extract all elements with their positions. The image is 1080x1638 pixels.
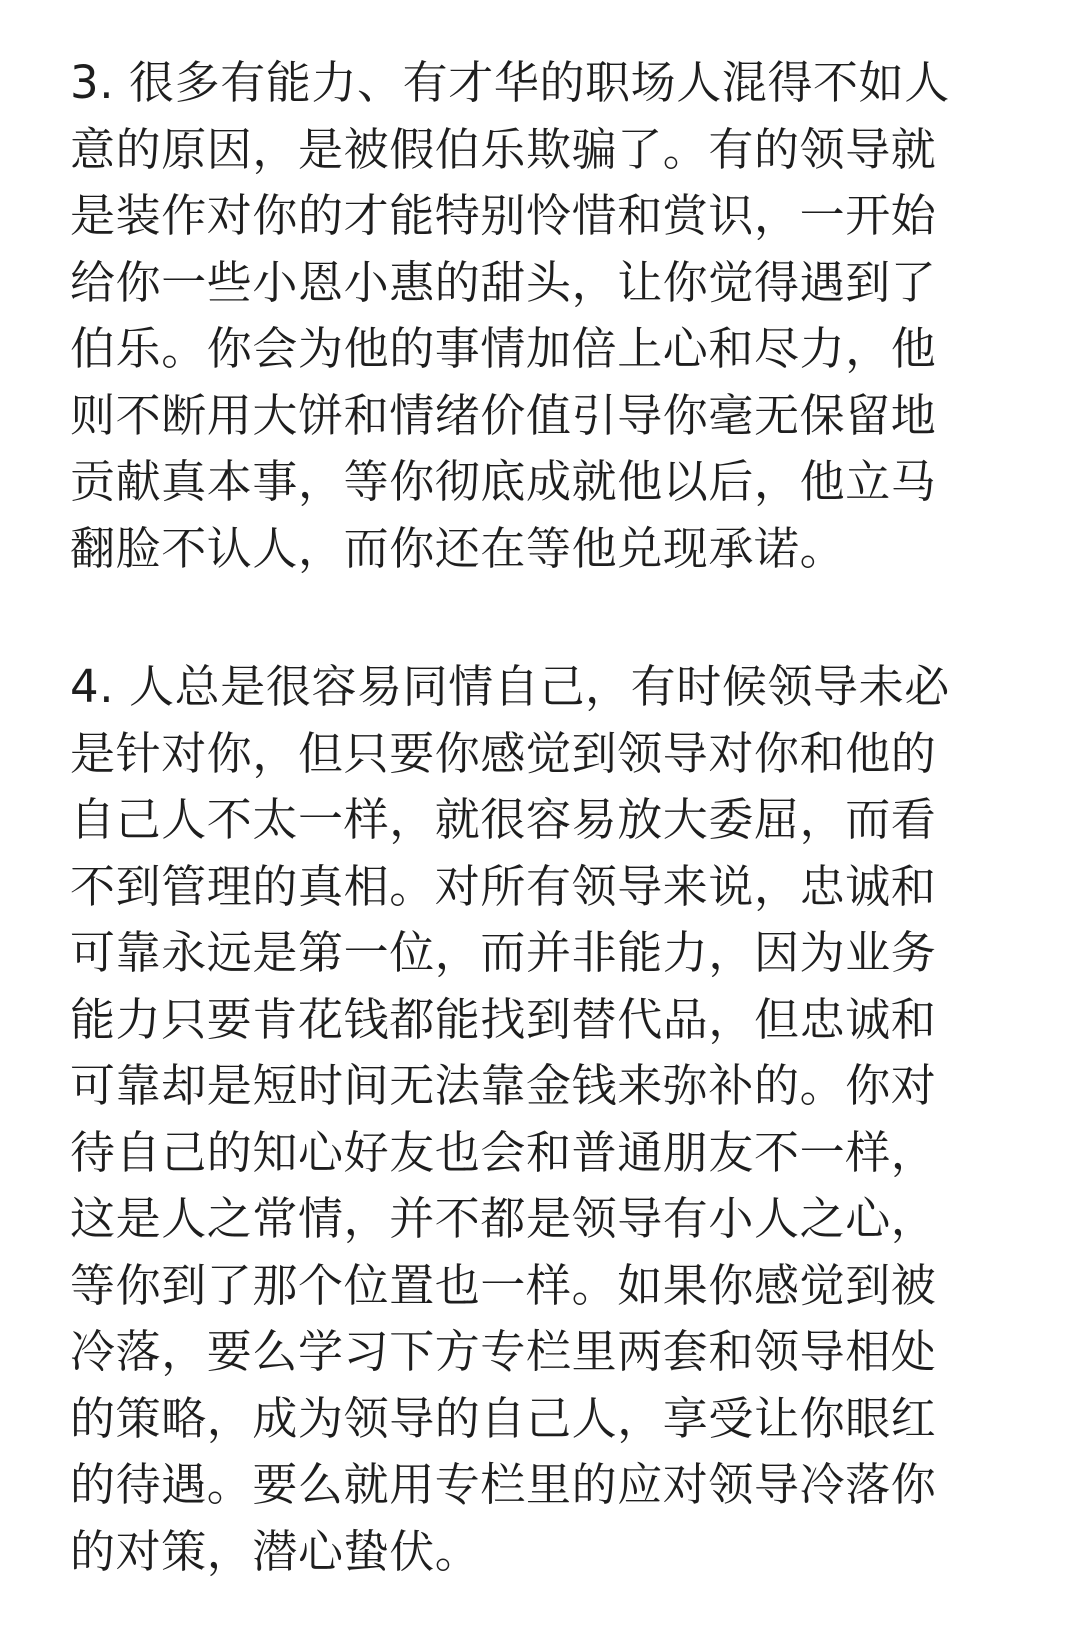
text-line: 冷落，要么学习下方专栏里两套和领导相处: [70, 1325, 937, 1378]
text-line: 自己人不太一样，就很容易放大委屈，而看: [70, 793, 937, 846]
paragraph-4: [70, 654, 1010, 1585]
text-line: 的策略，成为领导的自己人，享受让你眼红: [70, 1391, 937, 1445]
text-line: 是装作对你的才能特别怜惜和赏识，一开始: [70, 189, 937, 242]
text-line: 可靠永远是第一位，而并非能力，因为业务: [70, 926, 937, 979]
text-line: 翻脸不认人，而你还在等他兑现承诺。: [70, 521, 846, 575]
paragraph-gap: [70, 582, 1010, 654]
text-line: 伯乐。你会为他的事情加倍上心和尽力，他: [70, 322, 937, 375]
text-line: 等你到了那个位置也一样。如果你感觉到被: [70, 1258, 937, 1312]
text-line: 可靠却是短时间无法靠金钱来弥补的。你对: [70, 1059, 937, 1112]
text-line: 给你一些小恩小惠的甜头，让你觉得遇到了: [70, 255, 937, 309]
text-line: 这是人之常情，并不都是领导有小人之心，: [70, 1192, 937, 1245]
text-line: 是针对你，但只要你感觉到领导对你和他的: [70, 726, 937, 780]
text-line: 贡献真本事，等你彻底成就他以后，他立马: [70, 455, 937, 508]
paragraph-3: [70, 50, 1010, 582]
text-line: 能力只要肯花钱都能找到替代品，但忠诚和: [70, 992, 937, 1046]
text-line: 的待遇。要么就用专栏里的应对领导冷落你: [70, 1458, 937, 1511]
text-line: 4. 人总是很容易同情自己，有时候领导未必: [70, 660, 950, 713]
text-line: 意的原因，是被假伯乐欺骗了。有的领导就: [70, 122, 937, 176]
text-line: 待自己的知心好友也会和普通朋友不一样，: [70, 1125, 937, 1179]
text-column: [70, 50, 1010, 1585]
text-line: 则不断用大饼和情绪价值引导你毫无保留地: [70, 388, 937, 442]
text-line: 的对策，潜心蛰伏。: [70, 1524, 481, 1578]
text-line: 不到管理的真相。对所有领导来说，忠诚和: [70, 859, 937, 913]
text-line: 3. 很多有能力、有才华的职场人混得不如人: [70, 56, 950, 109]
